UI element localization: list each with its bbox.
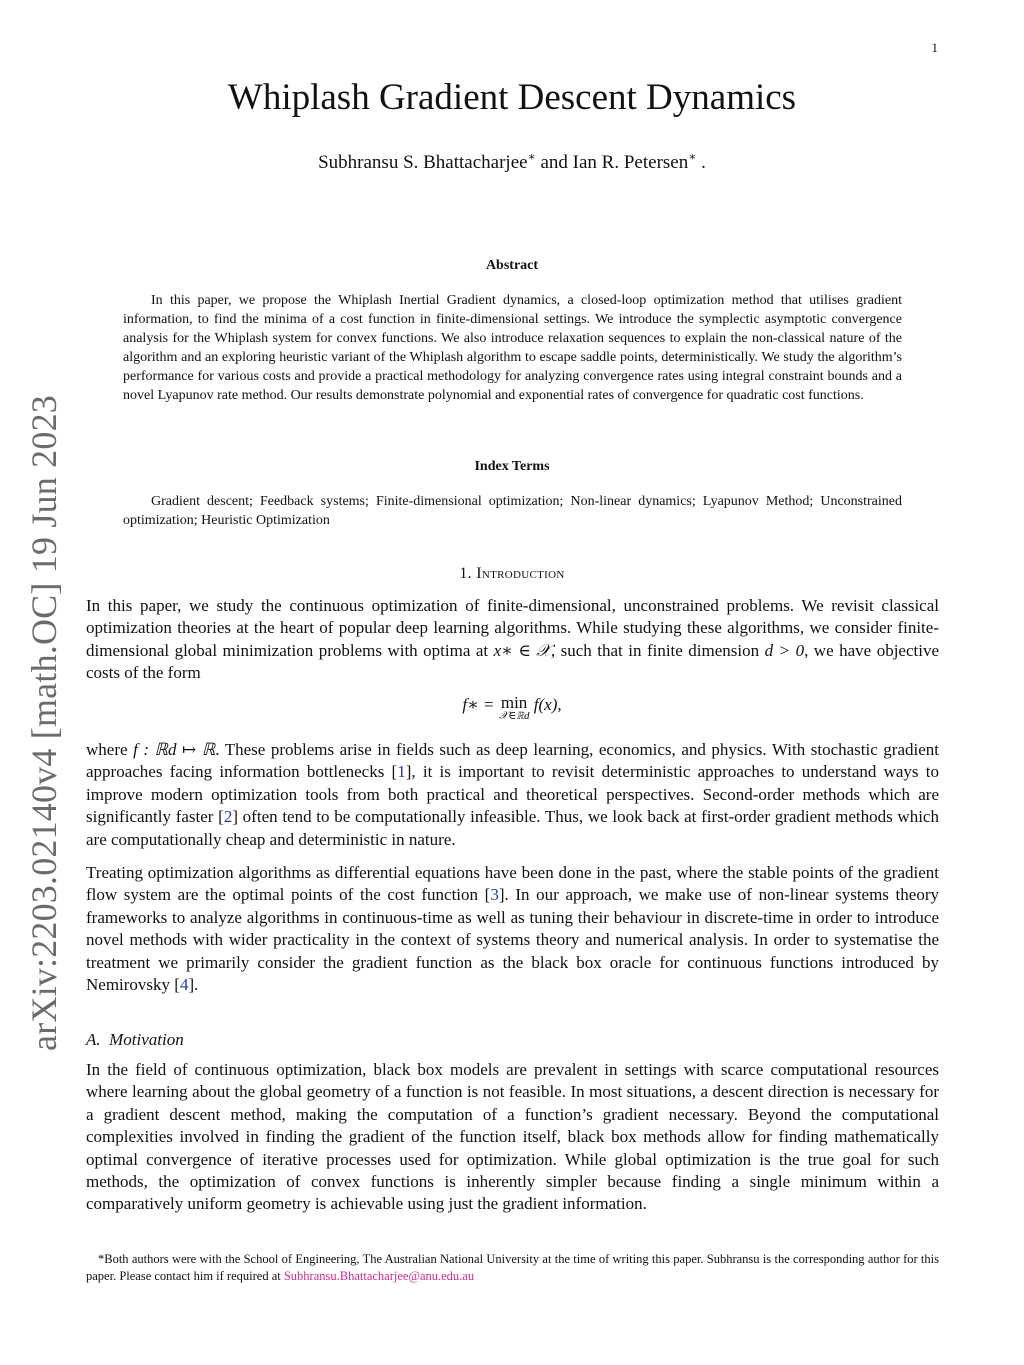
equation-rhs: f(x), [533, 695, 562, 714]
index-terms-heading: Index Terms [474, 459, 550, 474]
abstract-heading: Abstract [485, 258, 539, 273]
math-function-map: f : ℝd ↦ ℝ [133, 740, 216, 759]
subsection-heading-motivation [86, 1030, 184, 1050]
text-run: In this paper, we study the continuous optimization of finite-dimensional, unconstrained problems. We revisit classical optimization theories at the heart of popular deep learning algorithms. While studying these algorithms, we consider finite-dimensional global minimization problems with optima at [86, 596, 939, 660]
text-run: ]. [188, 975, 199, 995]
equation-lhs: f∗ = [462, 695, 495, 714]
author-line [0, 149, 1024, 174]
author-line-end: . [696, 152, 706, 173]
text-run: , such that in finite dimension [550, 640, 765, 660]
affiliation-marker: ∗ [688, 149, 697, 164]
citation-link[interactable]: 2 [223, 807, 233, 827]
min-operator-subscript: 𝒳∈ℝd [498, 710, 530, 722]
affiliation-footnote [86, 1251, 939, 1285]
section-number: 1. [459, 565, 472, 582]
text-run: ]. In our approach, we make use of non-linear systems theory frameworks to analyze algorithms in continuous-time as well as tuning their behaviour in discrete-time in order to introduce novel methods with wider practicality in the context of systems theory and numerical analysis. In order to systematise the treatment we primarily consider the gradient function as the black box oracle for continuous functions introduced by Nemirovsky [ [86, 885, 939, 995]
text-run: . These problems arise in fields such as deep learning, economics, and physics. With stochastic gradient approaches facing information bottlenecks [ [86, 740, 939, 782]
text-run: , we have objective costs of the form [86, 640, 939, 683]
citation-link[interactable]: 3 [490, 885, 499, 905]
paper-title: Whiplash Gradient Descent Dynamics [227, 77, 797, 118]
text-run: Treating optimization algorithms as differential equations have been done in the past, where the stable points of the gradient flow system are the optimal points of the cost function [ [86, 863, 939, 905]
index-terms-body: Gradient descent; Feedback systems; Finite-dimensional optimization; Non-linear dynamics; Lyapunov Method; Unconstrained optimization; Heuristic Optimization [123, 494, 902, 528]
text-run: where [86, 740, 134, 759]
math-dimension: d > 0 [764, 640, 805, 660]
footnote-text: *Both authors were with the School of Engineering, The Australian National University at the time of writing this paper. Subhransu is the corresponding author for this paper. Please contact him if required at [86, 1252, 939, 1283]
subsection-title: Motivation [109, 1030, 184, 1049]
section-heading-introduction [0, 565, 1024, 583]
page-number: 1 [931, 40, 938, 55]
min-operator-label: min [500, 693, 528, 712]
intro-paragraph-2 [86, 739, 939, 851]
intro-paragraph-3 [86, 862, 939, 996]
author-bhattacharjee: Subhransu S. Bhattacharjee [318, 152, 528, 173]
contact-email-link[interactable]: Subhransu.Bhattacharjee@anu.edu.au [283, 1269, 475, 1283]
citation-link[interactable]: 4 [179, 975, 189, 995]
motivation-paragraph: In the field of continuous optimization, black box models are prevalent in settings with scarce computational resources where learning about the global geometry of a function is not feasible. In most situations, a descent direction is necessary for a gradient descent method, making the computation of a function’s gradient necessary. Beyond the computational complexities involved in finding the gradient of the function itself, black box methods allow for finding mathematically optimal convergence of iterative processes used for optimization. While global optimization is the true goal for such methods, the optimization of convex functions is inherently simpler because finding a single minimum within a comparatively uniform geometry is achievable using just the gradient information. [86, 1060, 939, 1214]
arxiv-identifier-stamp: arXiv:2203.02140v4 [math.OC] 19 Jun 2023 [24, 395, 64, 1051]
author-joiner: and [535, 152, 573, 173]
text-run: ] often tend to be computationally infeasible. Thus, we look back at first-order gradient methods which are computationally cheap and deterministic in nature. [86, 807, 939, 849]
affiliation-marker: ∗ [527, 149, 536, 164]
citation-link[interactable]: 1 [397, 762, 406, 782]
math-optimum: x∗ ∈ 𝒳 [493, 640, 551, 660]
section-title: Introduction [476, 565, 565, 582]
objective-equation [0, 695, 1024, 722]
subsection-label: A. [86, 1030, 101, 1049]
text-run: ], it is important to revisit deterministic approaches to understand ways to improve modern optimization tools from both practical and theoretical perspectives. Second-order methods which are significantly faster [ [86, 762, 939, 827]
intro-paragraph-1 [86, 595, 939, 685]
min-operator [499, 695, 530, 722]
author-petersen: Ian R. Petersen [572, 152, 689, 173]
abstract-body: In this paper, we propose the Whiplash Inertial Gradient dynamics, a closed-loop optimization method that utilises gradient information, to find the minima of a cost function in finite-dimensional settings. We introduce the symplectic asymptotic convergence analysis for the Whiplash system for convex functions. We also introduce relaxation sequences to explain the non-classical nature of the algorithm and an exploring heuristic variant of the Whiplash algorithm to escape saddle points, deterministically. We study the algorithm’s performance for various costs and provide a practical methodology for analyzing convergence rates using integral constraint bounds and a novel Lyapunov rate method. Our results demonstrate polynomial and exponential rates of convergence for quadratic cost functions. [123, 293, 902, 403]
